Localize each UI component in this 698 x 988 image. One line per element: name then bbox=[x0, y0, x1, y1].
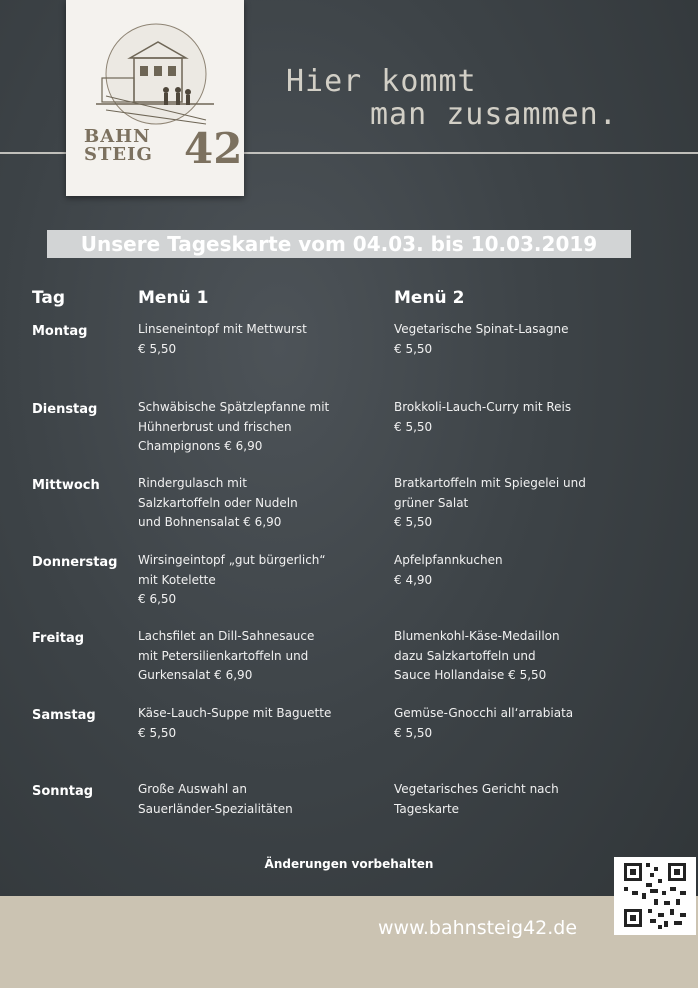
page-title: Unsere Tageskarte vom 04.03. bis 10.03.2019 bbox=[80, 232, 598, 256]
day-label: Mittwoch bbox=[32, 478, 100, 493]
header-day: Tag bbox=[32, 288, 66, 308]
menu1-dish: Rindergulasch mit Salzkartoffeln oder Nudeln und Bohnensalat € 6,90 bbox=[138, 476, 298, 529]
day-label: Samstag bbox=[32, 708, 96, 723]
menu2-dish: Vegetarische Spinat-Lasagne € 5,50 bbox=[394, 322, 569, 356]
menu2-dish: Gemüse-Gnocchi all‘arrabiata € 5,50 bbox=[394, 706, 574, 740]
menu2-dish: Apfelpfannkuchen € 4,90 bbox=[394, 553, 503, 587]
day-label: Freitag bbox=[32, 631, 85, 646]
menu2-dish: Brokkoli-Lauch-Curry mit Reis € 5,50 bbox=[394, 400, 572, 434]
day-label: Dienstag bbox=[32, 402, 98, 417]
footer-band bbox=[0, 896, 698, 988]
day-label: Montag bbox=[32, 324, 88, 339]
menu1-dish: Große Auswahl an Sauerländer-Spezialitäten bbox=[138, 782, 293, 816]
menu2-dish: Bratkartoffeln mit Spiegelei und grüner Salat € 5,50 bbox=[394, 476, 586, 529]
menu1-dish: Käse-Lauch-Suppe mit Baguette € 5,50 bbox=[138, 706, 332, 740]
slogan-line2: man zusammen. bbox=[370, 97, 618, 132]
menu1-dish: Schwäbische Spätzlepfanne mit Hühnerbrust und frischen Champignons € 6,90 bbox=[138, 400, 330, 453]
title-bar bbox=[47, 230, 631, 258]
menu1-dish: Lachsfilet an Dill-Sahnesauce mit Petersilienkartoffeln und Gurkensalat € 6,90 bbox=[138, 629, 315, 682]
menu1-dish: Wirsingeintopf „gut bürgerlich“ mit Kotelette € 6,50 bbox=[138, 553, 326, 606]
website-link[interactable]: www.bahnsteig42.de bbox=[378, 917, 578, 939]
header-menu1: Menü 1 bbox=[138, 288, 209, 308]
changes-note: Änderungen vorbehalten bbox=[264, 857, 434, 871]
logo bbox=[66, 0, 244, 196]
menu1-dish: Linseneintopf mit Mettwurst € 5,50 bbox=[138, 322, 307, 356]
header-menu2: Menü 2 bbox=[394, 288, 465, 308]
slogan-line1: Hier kommt bbox=[286, 64, 477, 99]
day-label: Donnerstag bbox=[32, 555, 118, 570]
logo-wordmark bbox=[84, 128, 153, 164]
logo-line2: STEIG bbox=[84, 144, 153, 165]
menu2-dish: Blumenkohl-Käse-Medaillon dazu Salzkartoffeln und Sauce Hollandaise € 5,50 bbox=[394, 629, 560, 682]
logo-number: 42 bbox=[184, 124, 243, 173]
qr-code-icon bbox=[614, 857, 696, 935]
menu2-dish: Vegetarisches Gericht nach Tageskarte bbox=[394, 782, 559, 816]
logo-line1: BAHN bbox=[84, 126, 151, 147]
day-label: Sonntag bbox=[32, 784, 94, 799]
